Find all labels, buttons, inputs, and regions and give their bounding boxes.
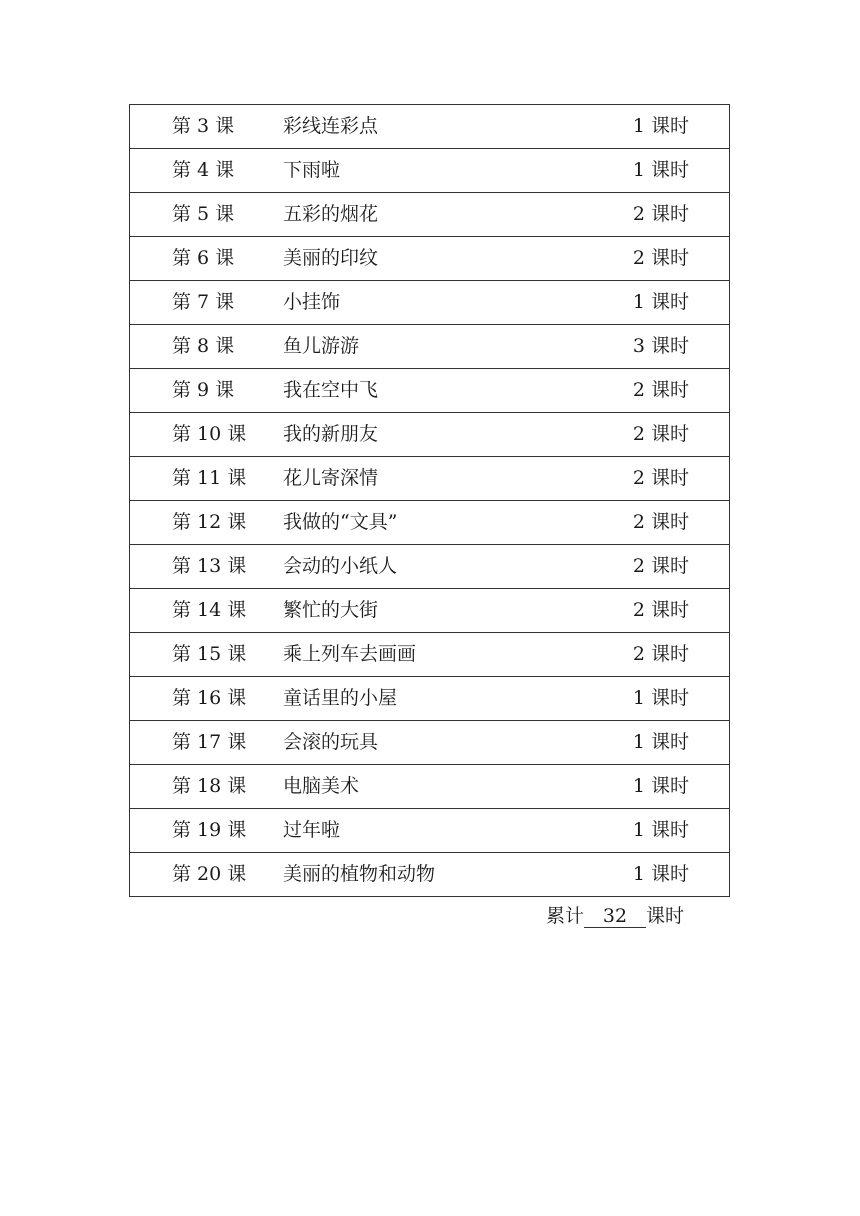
- total-label: 累计: [546, 905, 585, 927]
- lesson-number: 第 18 课: [130, 765, 284, 809]
- lesson-hours: 2 课时: [569, 501, 730, 545]
- lesson-number: 第 12 课: [130, 501, 284, 545]
- table-row: [130, 633, 730, 677]
- lesson-title: 会动的小纸人: [283, 545, 569, 589]
- lesson-hours: 1 课时: [569, 809, 730, 853]
- lesson-title: 花儿寄深情: [283, 457, 569, 501]
- lesson-title: 乘上列车去画画: [283, 633, 569, 677]
- lesson-title: 会滚的玩具: [283, 721, 569, 765]
- lesson-title: 彩线连彩点: [283, 105, 569, 149]
- table-row: [130, 281, 730, 325]
- lesson-number: 第 5 课: [130, 193, 284, 237]
- lesson-number: 第 20 课: [130, 853, 284, 897]
- lesson-hours: 2 课时: [569, 545, 730, 589]
- lesson-title: 鱼儿游游: [283, 325, 569, 369]
- table-row: [130, 413, 730, 457]
- lesson-number: 第 14 课: [130, 589, 284, 633]
- lesson-number: 第 17 课: [130, 721, 284, 765]
- lesson-hours: 1 课时: [569, 677, 730, 721]
- lesson-title: 过年啦: [283, 809, 569, 853]
- lesson-number: 第 13 课: [130, 545, 284, 589]
- table-row: [130, 105, 730, 149]
- lesson-schedule-table: [129, 104, 730, 897]
- lesson-hours: 1 课时: [569, 281, 730, 325]
- lesson-number: 第 6 课: [130, 237, 284, 281]
- lesson-number: 第 10 课: [130, 413, 284, 457]
- table-row: [130, 545, 730, 589]
- lesson-title: 我在空中飞: [283, 369, 569, 413]
- lesson-number: 第 4 课: [130, 149, 284, 193]
- table-row: [130, 765, 730, 809]
- total-value: 32: [584, 905, 646, 928]
- lesson-title: 电脑美术: [283, 765, 569, 809]
- table-row: [130, 721, 730, 765]
- table-row: [130, 589, 730, 633]
- lesson-hours: 1 课时: [569, 149, 730, 193]
- lesson-hours: 1 课时: [569, 721, 730, 765]
- lesson-title: 繁忙的大街: [283, 589, 569, 633]
- lesson-number: 第 9 课: [130, 369, 284, 413]
- lesson-hours: 3 课时: [569, 325, 730, 369]
- lesson-hours: 1 课时: [569, 105, 730, 149]
- lesson-title: 五彩的烟花: [283, 193, 569, 237]
- lesson-title: 美丽的印纹: [283, 237, 569, 281]
- table-row: [130, 149, 730, 193]
- table-row: [130, 853, 730, 897]
- table-row: [130, 369, 730, 413]
- lesson-hours: 2 课时: [569, 193, 730, 237]
- lesson-number: 第 3 课: [130, 105, 284, 149]
- lesson-title: 下雨啦: [283, 149, 569, 193]
- lesson-number: 第 16 课: [130, 677, 284, 721]
- lesson-rows: [130, 105, 730, 897]
- lesson-number: 第 11 课: [130, 457, 284, 501]
- table-row: [130, 457, 730, 501]
- lesson-hours: 1 课时: [569, 765, 730, 809]
- lesson-number: 第 15 课: [130, 633, 284, 677]
- table-row: [130, 677, 730, 721]
- lesson-hours: 2 课时: [569, 413, 730, 457]
- lesson-hours: 2 课时: [569, 237, 730, 281]
- lesson-number: 第 7 课: [130, 281, 284, 325]
- table-row: [130, 237, 730, 281]
- lesson-number: 第 19 课: [130, 809, 284, 853]
- lesson-title: 美丽的植物和动物: [283, 853, 569, 897]
- lesson-title: 童话里的小屋: [283, 677, 569, 721]
- table-row: [130, 809, 730, 853]
- lesson-title: 小挂饰: [283, 281, 569, 325]
- table-row: [130, 325, 730, 369]
- table-row: [130, 193, 730, 237]
- lesson-number: 第 8 课: [130, 325, 284, 369]
- lesson-hours: 2 课时: [569, 589, 730, 633]
- total-hours-line: [546, 902, 684, 930]
- lesson-title: 我做的“文具”: [283, 501, 569, 545]
- total-unit: 课时: [646, 905, 685, 927]
- lesson-hours: 1 课时: [569, 853, 730, 897]
- lesson-title: 我的新朋友: [283, 413, 569, 457]
- lesson-hours: 2 课时: [569, 369, 730, 413]
- table-row: [130, 501, 730, 545]
- lesson-hours: 2 课时: [569, 633, 730, 677]
- lesson-hours: 2 课时: [569, 457, 730, 501]
